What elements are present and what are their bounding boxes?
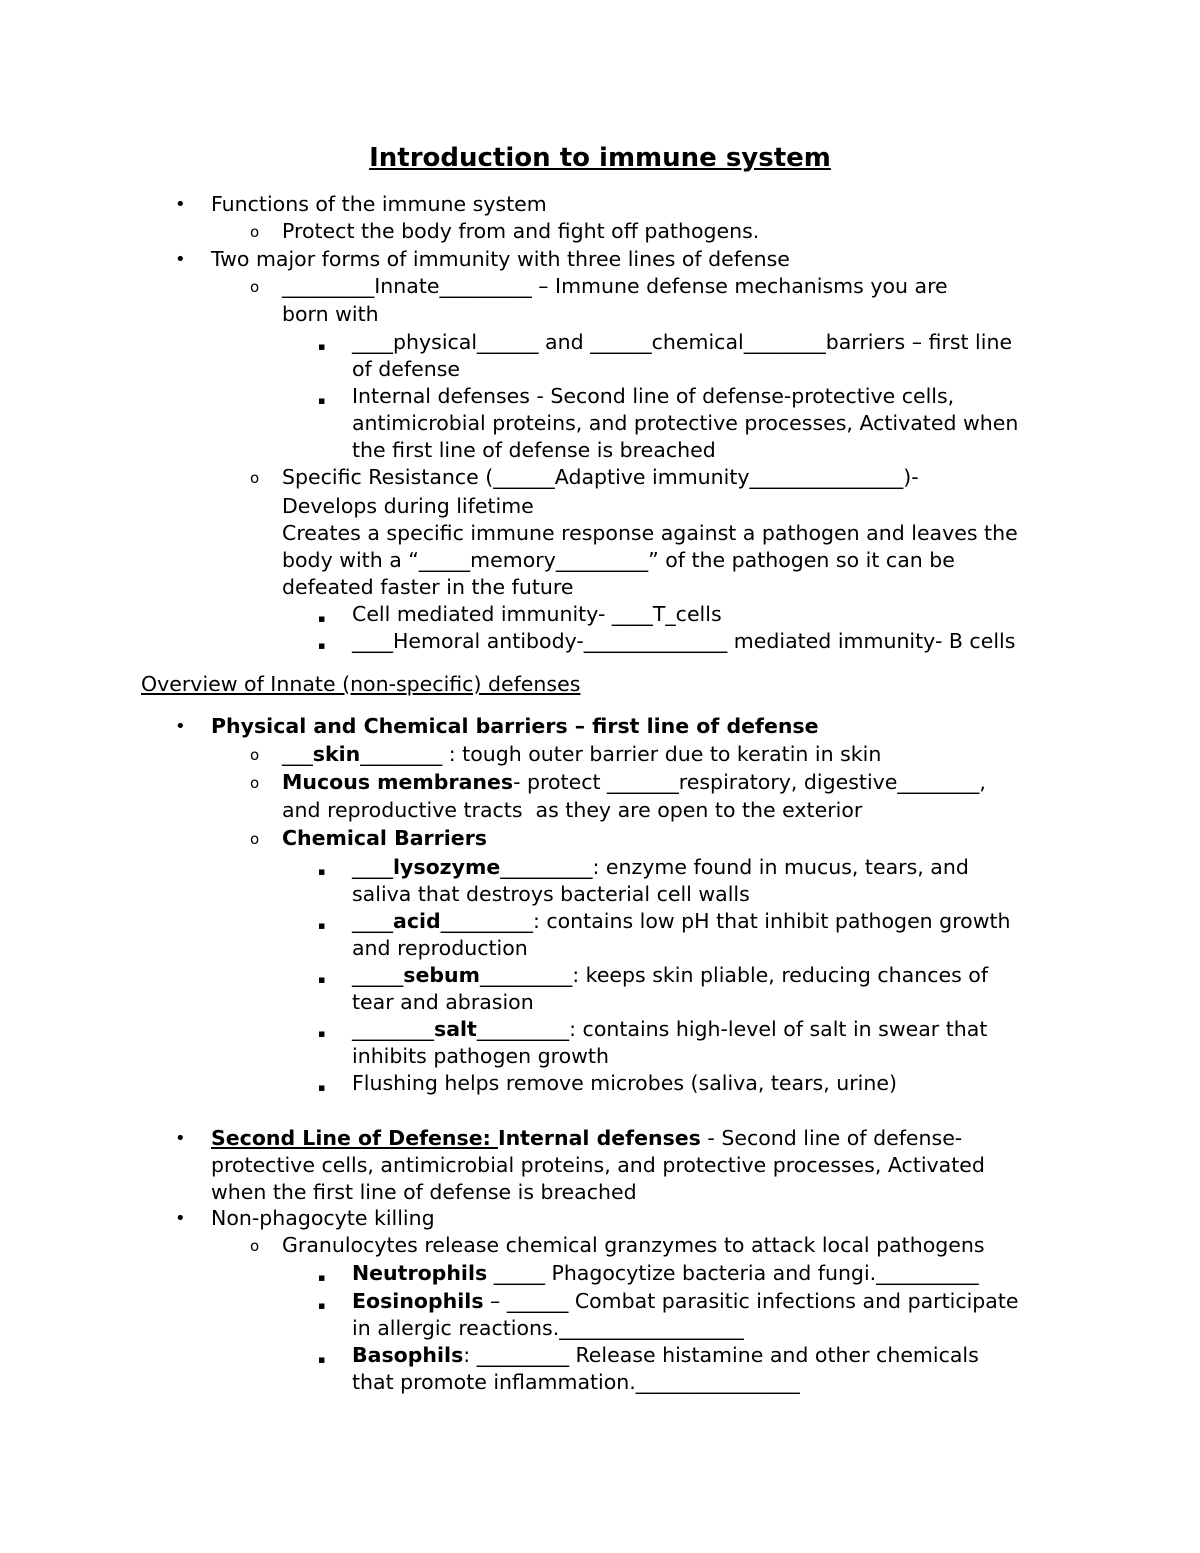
skin-word: skin bbox=[312, 742, 361, 766]
square-marker: ▪ bbox=[318, 639, 326, 652]
acid-item bbox=[352, 908, 1011, 935]
acid-blank-pre: ____ bbox=[352, 909, 393, 933]
acid-desc: _________: contains low pH that inhibit pathogen growth bbox=[440, 909, 1011, 933]
mucous-word: Mucous membranes bbox=[282, 770, 514, 794]
overview-heading: Overview of Innate (non-specific) defenses bbox=[141, 672, 581, 696]
two-forms-item: Two major forms of immunity with three lines of defense bbox=[211, 247, 790, 271]
salt-blank-pre: ________ bbox=[352, 1017, 434, 1041]
acid-line-2: and reproduction bbox=[352, 936, 528, 960]
bullet-marker: • bbox=[175, 1208, 186, 1229]
specific-line-1: Specific Resistance (______Adaptive immunity_______________)- bbox=[282, 465, 919, 489]
eosinophils-desc: – ______ Combat parasitic infections and participate bbox=[483, 1289, 1019, 1313]
neutrophils-word: Neutrophils bbox=[352, 1261, 488, 1285]
lysozyme-line-2: saliva that destroys bacterial cell walls bbox=[352, 882, 750, 906]
mucous-desc: - protect _______respiratory, digestive________, bbox=[513, 770, 986, 794]
sebum-word: sebum bbox=[403, 963, 480, 987]
salt-desc: _________: contains high-level of salt in swear that bbox=[476, 1017, 988, 1041]
square-marker: ▪ bbox=[318, 612, 326, 625]
bullet-marker: • bbox=[175, 194, 186, 215]
non-phagocyte-item: Non-phagocyte killing bbox=[211, 1206, 435, 1230]
functions-item: Functions of the immune system bbox=[211, 192, 547, 216]
mucous-item bbox=[282, 769, 986, 796]
barriers-line-2: of defense bbox=[352, 357, 461, 381]
skin-blank-pre: ___ bbox=[282, 742, 313, 766]
circle-marker: o bbox=[250, 223, 260, 241]
square-marker: ▪ bbox=[318, 1027, 326, 1040]
skin-desc: ________ : tough outer barrier due to keratin in skin bbox=[360, 742, 882, 766]
sebum-item bbox=[352, 962, 988, 989]
cell-mediated-item: Cell mediated immunity- ____T_cells bbox=[352, 602, 722, 626]
first-line-heading: Physical and Chemical barriers – first line of defense bbox=[211, 714, 819, 738]
page-title: Introduction to immune system bbox=[369, 143, 831, 173]
circle-marker: o bbox=[250, 278, 260, 296]
square-marker: ▪ bbox=[318, 1271, 326, 1284]
internal-defenses-word: Internal defenses bbox=[497, 1126, 701, 1150]
second-line-title: Second Line of Defense: bbox=[211, 1126, 498, 1150]
square-marker: ▪ bbox=[318, 973, 326, 986]
circle-marker: o bbox=[250, 830, 260, 848]
barriers-line-1: ____physical______ and ______chemical________barriers – first line bbox=[352, 330, 1013, 354]
square-marker: ▪ bbox=[318, 1353, 326, 1366]
specific-line-3: Creates a specific immune response against a pathogen and leaves the bbox=[282, 521, 1018, 545]
mucous-line-2: and reproductive tracts as they are open to the exterior bbox=[282, 798, 863, 822]
second-line-item bbox=[211, 1125, 962, 1152]
circle-marker: o bbox=[250, 1237, 260, 1255]
second-line-line-2: protective cells, antimicrobial proteins, and protective processes, Activated bbox=[211, 1153, 985, 1177]
basophils-word: Basophils bbox=[352, 1343, 464, 1367]
chemical-barriers-heading: Chemical Barriers bbox=[282, 826, 487, 850]
square-marker: ▪ bbox=[318, 1081, 326, 1094]
granulocytes-item: Granulocytes release chemical granzymes to attack local pathogens bbox=[282, 1233, 985, 1257]
square-marker: ▪ bbox=[318, 919, 326, 932]
circle-marker: o bbox=[250, 469, 260, 487]
sebum-blank-pre: _____ bbox=[352, 963, 404, 987]
specific-line-2: Develops during lifetime bbox=[282, 494, 534, 518]
eosinophils-line-2: in allergic reactions.__________________ bbox=[352, 1316, 744, 1340]
lysozyme-blank-pre: ____ bbox=[352, 855, 393, 879]
internal-line-3: the first line of defense is breached bbox=[352, 438, 716, 462]
basophils-desc: : _________ Release histamine and other chemicals bbox=[463, 1343, 979, 1367]
eosinophils-word: Eosinophils bbox=[352, 1289, 484, 1313]
bullet-marker: • bbox=[175, 716, 186, 737]
skin-item bbox=[282, 741, 881, 768]
square-marker: ▪ bbox=[318, 340, 326, 353]
salt-line-2: inhibits pathogen growth bbox=[352, 1044, 609, 1068]
lysozyme-word: lysozyme bbox=[393, 855, 501, 879]
lysozyme-item bbox=[352, 854, 969, 881]
sebum-desc: _________: keeps skin pliable, reducing chances of bbox=[480, 963, 989, 987]
circle-marker: o bbox=[250, 746, 260, 764]
acid-word: acid bbox=[393, 909, 441, 933]
lysozyme-desc: _________: enzyme found in mucus, tears, and bbox=[500, 855, 969, 879]
bullet-marker: • bbox=[175, 249, 186, 270]
square-marker: ▪ bbox=[318, 394, 326, 407]
basophils-line-2: that promote inflammation.________________ bbox=[352, 1370, 800, 1394]
basophils-item bbox=[352, 1342, 979, 1369]
innate-line-1: _________Innate_________ – Immune defense mechanisms you are bbox=[282, 274, 948, 298]
second-line-desc: - Second line of defense- bbox=[700, 1126, 963, 1150]
salt-item bbox=[352, 1016, 987, 1043]
eosinophils-item bbox=[352, 1288, 1019, 1315]
neutrophils-desc: _____ Phagocytize bacteria and fungi.__________ bbox=[487, 1261, 979, 1285]
flushing-item: Flushing helps remove microbes (saliva, tears, urine) bbox=[352, 1071, 897, 1095]
protect-item: Protect the body from and fight off pathogens. bbox=[282, 219, 760, 243]
neutrophils-item bbox=[352, 1260, 979, 1287]
internal-line-2: antimicrobial proteins, and protective processes, Activated when bbox=[352, 411, 1019, 435]
square-marker: ▪ bbox=[318, 865, 326, 878]
salt-word: salt bbox=[434, 1017, 477, 1041]
bullet-marker: • bbox=[175, 1128, 186, 1149]
specific-line-4: body with a “_____memory_________” of the pathogen so it can be bbox=[282, 548, 955, 572]
sebum-line-2: tear and abrasion bbox=[352, 990, 534, 1014]
specific-line-5: defeated faster in the future bbox=[282, 575, 574, 599]
hemoral-item: ____Hemoral antibody-______________ mediated immunity- B cells bbox=[352, 629, 1016, 653]
second-line-line-3: when the first line of defense is breached bbox=[211, 1180, 637, 1204]
internal-line-1: Internal defenses - Second line of defense-protective cells, bbox=[352, 384, 955, 408]
circle-marker: o bbox=[250, 774, 260, 792]
innate-line-2: born with bbox=[282, 302, 379, 326]
square-marker: ▪ bbox=[318, 1299, 326, 1312]
